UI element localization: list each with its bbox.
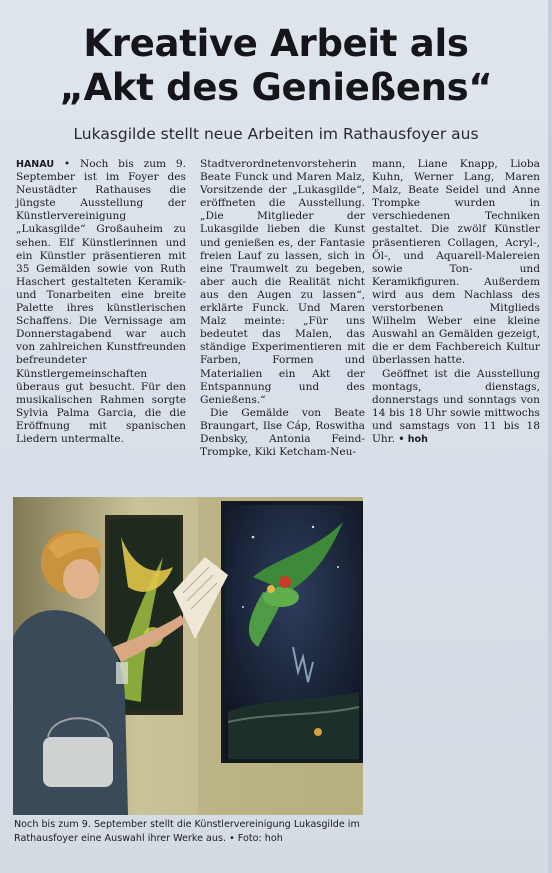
dateline: HANAU: [16, 159, 55, 170]
painting-right-dragon: [221, 501, 363, 763]
exhibition-photo-illustration: [13, 497, 363, 815]
author-tag-text: hoh: [407, 433, 428, 445]
handbag: [43, 737, 113, 787]
column-2-paragraph-1: Stadtverordnetenvorsteherin Beate Funck und Maren Malz, Vorsitzende der „Lukasgilde“, eröffneten die Ausstellung. „Die Mitglieder der Lukasgilde lieben die Kunst und genießen es, der Fantasie freien Lauf zu lassen, sich in eine Traumwelt zu begeben, aber auch die Realität nicht aus den Augen zu lassen“, erklärte Funck. Und Maren Malz meinte: „Für uns bedeutet das Malen, das ständige Experimentieren mit Farben, Formen und Materialien ein Akt der Entspannung und des Genießens.“: [200, 158, 365, 406]
column-3-paragraph-2-text: Geöffnet ist die Ausstellung montags, dienstags, donnerstags und sonntags von 14 bis 18 Uhr sowie mittwochs und samstags von 11 bis 18 Uhr.: [372, 367, 540, 445]
photo-caption: Noch bis zum 9. September stellt die Künstlervereinigung Lukasgilde im Rathausfoyer eine Auswahl ihrer Werke aus. • Foto: hoh: [14, 819, 360, 844]
headline-line-2: „Akt des Genießens“: [59, 66, 493, 109]
author-tag: • hoh: [398, 433, 428, 445]
article-photo: [13, 497, 363, 815]
headline-line-1: Kreative Arbeit als: [83, 22, 469, 65]
article-subheadline: Lukasgilde stellt neue Arbeiten im Rathausfoyer aus: [73, 125, 479, 143]
column-1-paragraph: HANAU • Noch bis zum 9. September ist im Foyer des Neustädter Rathauses die jüngste Ausstellung der Künstlervereinigung „Lukasgilde“ Großauheim zu sehen. Elf Künstlerinnen und ein Künstler präsentieren mit 35 Gemälden sowie von Ruth Haschert gestalteten Keramik- und Tonarbeiten eine breite Palette ihres künstlerischen Schaffens. Die Vernissage am Donnerstagabend war auch von zahlreichen Kunstfreunden befreundeter Künstlergemeinschaften überaus gut besucht. Für den musikalischen Rahmen sorgte Sylvia Palma Garcia, die die Eröffnung mit spanischen Liedern untermalte.: [16, 158, 187, 445]
article-headline: [0, 22, 552, 110]
article-column-3: [372, 158, 540, 446]
column-1-text: Noch bis zum 9. September ist im Foyer des Neustädter Rathauses die jüngste Ausstellung der Künstlervereinigung „Lukasgilde“ Großauheim zu sehen. Elf Künstlerinnen und ein Künstler präsentieren mit 35 Gemälden sowie von Ruth Haschert gestalteten Keramik- und Tonarbeiten eine breite Palette ihres künstlerischen Schaffens. Die Vernissage am Donnerstagabend war auch von zahlreichen Kunstfreunden befreundeter Künstlergemeinschaften überaus gut besucht. Für den musikalischen Rahmen sorgte Sylvia Palma Garcia, die die Eröffnung mit spanischen Liedern untermalte.: [16, 158, 187, 445]
column-3-paragraph-2: [372, 368, 540, 447]
column-2-paragraph-2: Die Gemälde von Beate Braungart, Ilse Cáp, Roswitha Denbsky, Antonia Feind-Trompke, Kiki Ketcham-Neu-: [200, 406, 365, 459]
article-column-1: [16, 158, 186, 446]
wine-glass: [116, 662, 128, 684]
page-edge: [548, 0, 552, 873]
article-column-2: [200, 158, 365, 459]
column-3-paragraph-1: mann, Liane Knapp, Lioba Kuhn, Werner Lang, Maren Malz, Beate Seidel und Anne Trompke wurden in verschiedenen Techniken gestaltet. Die zwölf Künstler präsentieren Collagen, Acryl-, Öl-, und Aquarell-Malereien sowie Ton- und Keramikfiguren. Außerdem wird aus dem Nachlass des verstorbenen Mitglieds Wilhelm Weber eine kleine Auswahl an Gemälden gezeigt, die er dem Fachbereich Kultur überlassen hatte.: [372, 158, 540, 367]
